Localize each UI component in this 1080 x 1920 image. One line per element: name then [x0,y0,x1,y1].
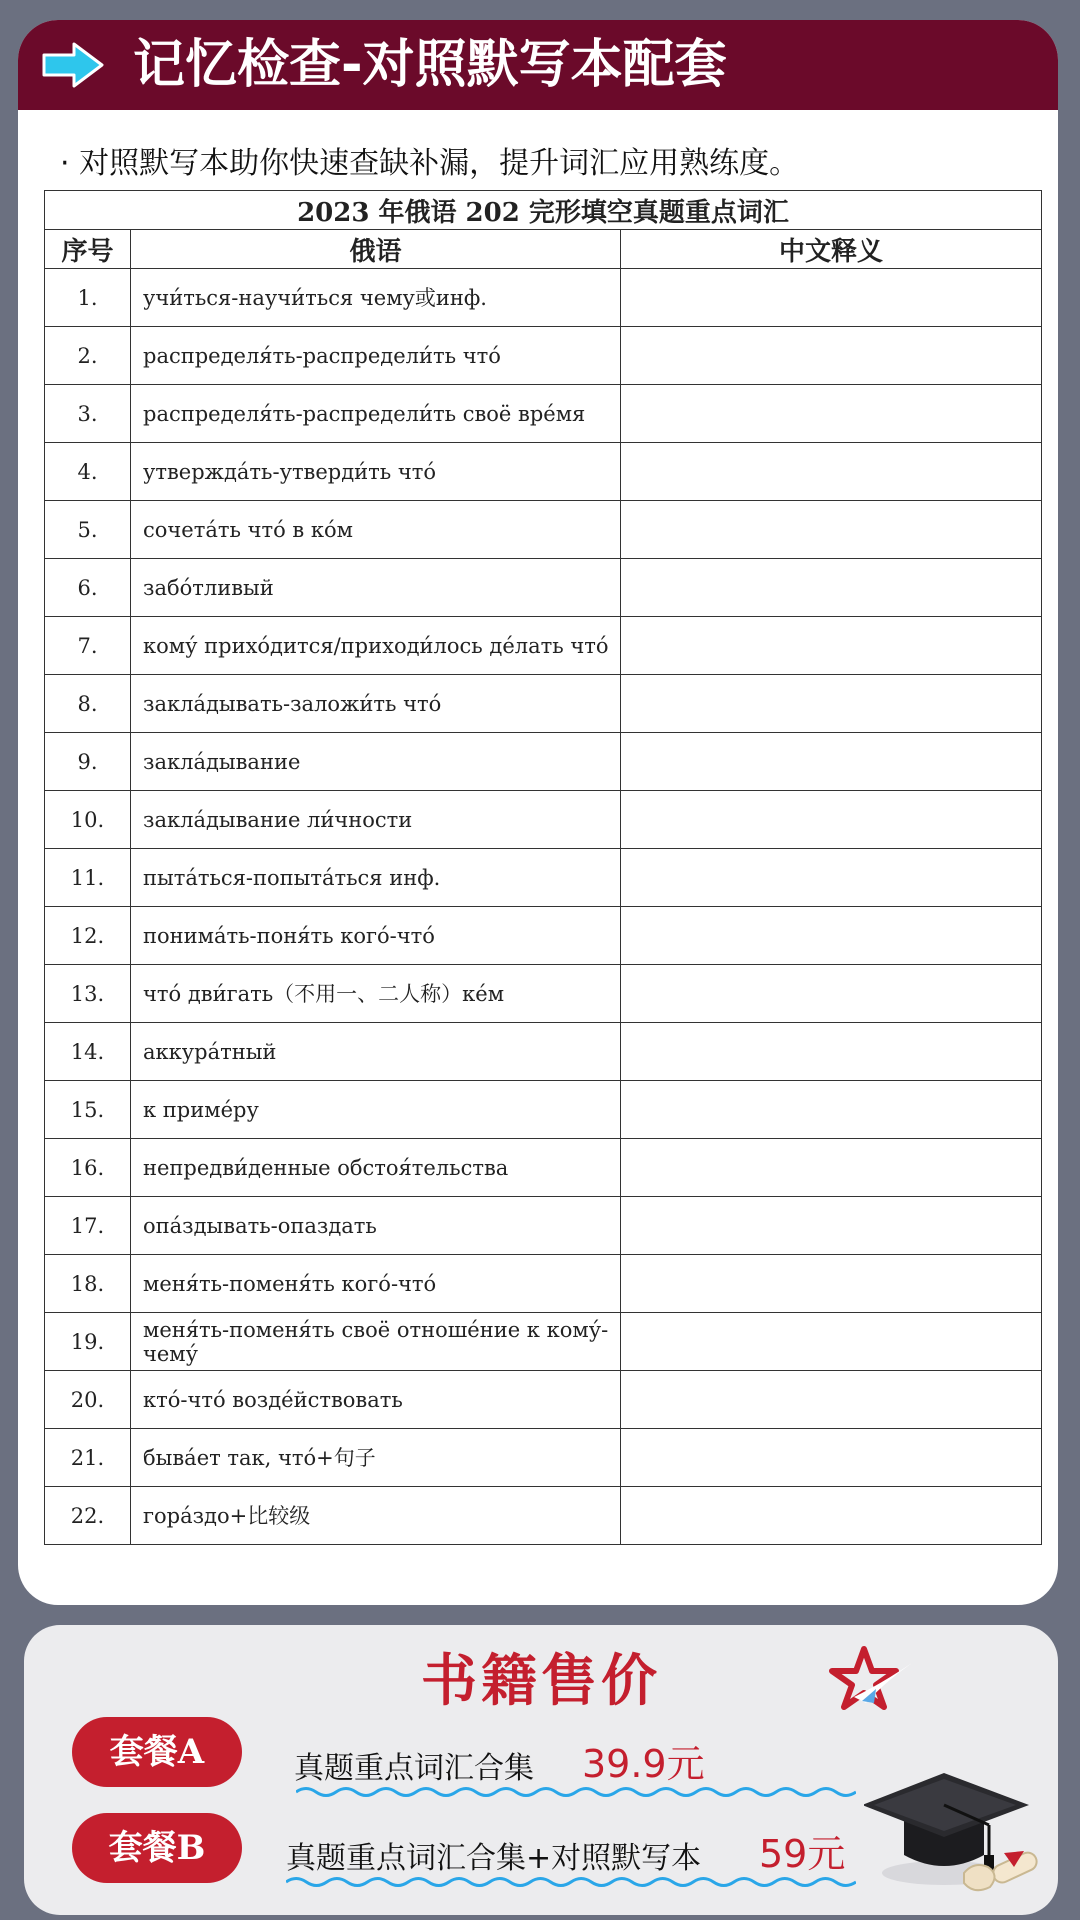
row-number: 17. [45,1197,131,1255]
chinese-meaning-blank [621,1139,1042,1197]
row-number: 4. [45,443,131,501]
chinese-meaning-blank [621,269,1042,327]
row-number: 1. [45,269,131,327]
chinese-meaning-blank [621,1081,1042,1139]
pricing-panel [24,1625,1058,1915]
russian-term: пыта́ться-попыта́ться инф. [131,849,621,907]
row-number: 16. [45,1139,131,1197]
package-b-name: 真题重点词汇合集+对照默写本 [286,1841,702,1876]
pricing-title: 书籍售价 [421,1648,661,1714]
russian-term: кому́ прихо́дится/приходи́лось де́лать что́ [131,617,621,675]
row-number: 21. [45,1429,131,1487]
chinese-meaning-blank [621,1487,1042,1545]
column-header-meaning: 中文释义 [621,230,1042,269]
row-number: 13. [45,965,131,1023]
chinese-meaning-blank [621,385,1042,443]
package-a-badge: 套餐A [72,1717,242,1787]
table-row [45,849,1042,907]
table-row [45,559,1042,617]
chinese-meaning-blank [621,1371,1042,1429]
russian-term: гора́здо+比较级 [131,1487,621,1545]
russian-term: непредви́денные обстоя́тельства [131,1139,621,1197]
russian-term: учи́ться-научи́ться чему或инф. [131,269,621,327]
russian-term: кто́-что́ возде́йствовать [131,1371,621,1429]
page-title: 记忆检查-对照默写本配套 [133,35,727,95]
chinese-meaning-blank [621,559,1042,617]
table-row [45,385,1042,443]
chinese-meaning-blank [621,1023,1042,1081]
row-number: 7. [45,617,131,675]
russian-term: сочета́ть что́ в ко́м [131,501,621,559]
package-a-price: 39.9元 [582,1742,705,1786]
table-row [45,1255,1042,1313]
russian-term: опа́здывать-опаздать [131,1197,621,1255]
table-row [45,443,1042,501]
chinese-meaning-blank [621,791,1042,849]
row-number: 20. [45,1371,131,1429]
row-number: 11. [45,849,131,907]
chinese-meaning-blank [621,617,1042,675]
row-number: 19. [45,1313,131,1371]
row-number: 3. [45,385,131,443]
table-row [45,1429,1042,1487]
russian-term: меня́ть-поменя́ть своё отноше́ние к кому́-чему́ [131,1313,621,1371]
table-row [45,1487,1042,1545]
row-number: 18. [45,1255,131,1313]
table-row [45,1023,1042,1081]
chinese-meaning-blank [621,965,1042,1023]
row-number: 5. [45,501,131,559]
row-number: 10. [45,791,131,849]
row-number: 9. [45,733,131,791]
table-body [45,269,1042,1545]
table-row [45,327,1042,385]
wave-underline [296,1785,856,1799]
table-row [45,907,1042,965]
wave-underline [286,1875,856,1889]
chinese-meaning-blank [621,675,1042,733]
column-header-russian: 俄语 [131,230,621,269]
chinese-meaning-blank [621,1313,1042,1371]
table-row [45,675,1042,733]
russian-term: закла́дывать-заложи́ть что́ [131,675,621,733]
vocabulary-table [44,190,1042,1545]
row-number: 8. [45,675,131,733]
russian-term: забо́тливый [131,559,621,617]
row-number: 6. [45,559,131,617]
table-row [45,965,1042,1023]
russian-term: утвержда́ть-утверди́ть что́ [131,443,621,501]
row-number: 15. [45,1081,131,1139]
package-b-badge: 套餐B [72,1813,242,1883]
russian-term: меня́ть-поменя́ть кого́-что́ [131,1255,621,1313]
russian-term: распределя́ть-распредели́ть что́ [131,327,621,385]
russian-term: к приме́ру [131,1081,621,1139]
table-caption: 2023 年俄语 202 完形填空真题重点词汇 [45,191,1042,230]
table-row [45,1313,1042,1371]
star-icon [824,1645,914,1715]
row-number: 22. [45,1487,131,1545]
worksheet-card [18,20,1058,1605]
subtitle-text: · 对照默写本助你快速查缺补漏，提升词汇应用熟练度。 [60,146,800,181]
row-number: 2. [45,327,131,385]
row-number: 12. [45,907,131,965]
chinese-meaning-blank [621,733,1042,791]
chinese-meaning-blank [621,327,1042,385]
chinese-meaning-blank [621,501,1042,559]
russian-term: быва́ет так, что́+句子 [131,1429,621,1487]
table-row [45,501,1042,559]
table-row [45,1081,1042,1139]
header-bar [18,20,1058,110]
russian-term: понима́ть-поня́ть кого́-что́ [131,907,621,965]
russian-term: что́ дви́гать（不用一、二人称）ке́м [131,965,621,1023]
chinese-meaning-blank [621,1197,1042,1255]
chinese-meaning-blank [621,907,1042,965]
chinese-meaning-blank [621,849,1042,907]
chinese-meaning-blank [621,1255,1042,1313]
table-row [45,733,1042,791]
russian-term: распределя́ть-распредели́ть своё вре́мя [131,385,621,443]
table-row [45,1197,1042,1255]
column-header-number: 序号 [45,230,131,269]
table-row [45,617,1042,675]
package-a-name: 真题重点词汇合集 [294,1751,534,1786]
table-row [45,1371,1042,1429]
russian-term: аккура́тный [131,1023,621,1081]
row-number: 14. [45,1023,131,1081]
graduation-cap-icon [864,1755,1044,1905]
package-b-price: 59元 [759,1832,846,1876]
chinese-meaning-blank [621,443,1042,501]
chinese-meaning-blank [621,1429,1042,1487]
arrow-right-icon [42,42,104,88]
table-row [45,791,1042,849]
russian-term: закла́дывание [131,733,621,791]
russian-term: закла́дывание ли́чности [131,791,621,849]
table-row [45,1139,1042,1197]
table-row [45,269,1042,327]
